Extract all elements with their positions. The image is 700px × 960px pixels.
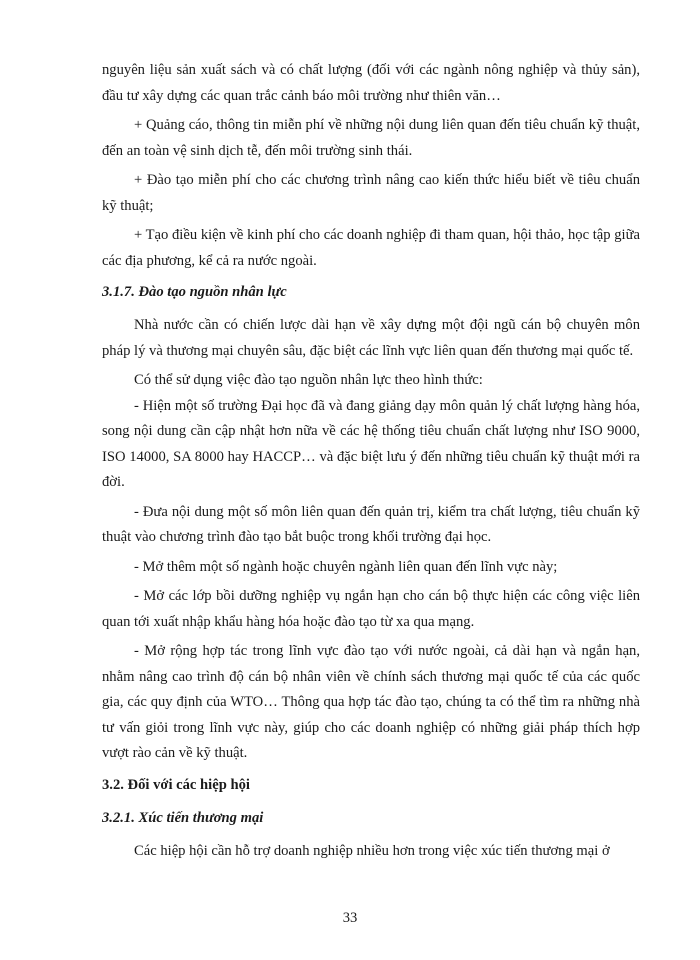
document-page bbox=[102, 58, 640, 868]
section-heading-3-2-1: 3.2.1. Xúc tiến thương mại bbox=[102, 809, 264, 826]
page-number: 33 bbox=[342, 910, 358, 926]
paragraph: Có thể sử dụng việc đào tạo nguồn nhân lực theo hình thức: bbox=[134, 372, 483, 388]
list-paragraph: - Mở rộng hợp tác trong lĩnh vực đào tạo với nước ngoài, cả dài hạn và ngắn hạn, nhằm nâng cao trình độ cán bộ nhân viên về chính sách thương mại quốc tế của các quốc gia, các quy định của WTO… Thông qua hợp tác đào tạo, chúng ta có thể tìm ra những nhà tư vấn giỏi trong lĩnh vực này, giúp cho các doanh nghiệp có những giải pháp thích hợp vượt rào cản về kỹ thuật. bbox=[102, 643, 640, 761]
bullet-paragraph: + Đào tạo miễn phí cho các chương trình nâng cao kiến thức hiểu biết về tiêu chuẩn kỹ thuật; bbox=[102, 172, 640, 214]
paragraph: Các hiệp hội cần hỗ trợ doanh nghiệp nhiều hơn trong việc xúc tiến thương mại ở bbox=[134, 842, 610, 859]
bullet-paragraph: + Tạo điều kiện về kinh phí cho các doanh nghiệp đi tham quan, hội thảo, học tập giữa các địa phương, kể cả ra nước ngoài. bbox=[102, 227, 640, 269]
bullet-paragraph: + Quảng cáo, thông tin miễn phí về những nội dung liên quan đến tiêu chuẩn kỹ thuật, đến an toàn vệ sinh dịch tễ, đến môi trường sinh thái. bbox=[102, 117, 640, 159]
list-paragraph: - Mở thêm một số ngành hoặc chuyên ngành liên quan đến lĩnh vực này; bbox=[134, 558, 558, 575]
list-paragraph: - Đưa nội dung một số môn liên quan đến quản trị, kiểm tra chất lượng, tiêu chuẩn kỹ thuật vào chương trình đào tạo bắt buộc trong khối trường đại học. bbox=[102, 503, 640, 545]
paragraph: nguyên liệu sản xuất sách và có chất lượng (đối với các ngành nông nghiệp và thủy sản), đầu tư xây dựng các quan trắc cảnh báo môi trường như thiên văn… bbox=[102, 62, 640, 104]
section-heading-3-2: 3.2. Đối với các hiệp hội bbox=[102, 776, 250, 793]
section-heading-3-1-7: 3.1.7. Đào tạo nguồn nhân lực bbox=[102, 284, 287, 300]
paragraph: Nhà nước cần có chiến lược dài hạn về xây dựng một đội ngũ cán bộ chuyên môn pháp lý và thương mại chuyên sâu, đặc biệt các lĩnh vực liên quan đến thương mại quốc tế. bbox=[102, 317, 640, 359]
list-paragraph: - Hiện một số trường Đại học đã và đang giảng dạy môn quản lý chất lượng hàng hóa, song nội dung cần cập nhật hơn nữa về các hệ thống tiêu chuẩn chất lượng như ISO 9000, ISO 14000, SA 8000 hay HACCP… và đặc biệt lưu ý đến những tiêu chuẩn kỹ thuật mới ra đời. bbox=[102, 397, 640, 490]
list-paragraph: - Mở các lớp bồi dưỡng nghiệp vụ ngắn hạn cho cán bộ thực hiện các công việc liên quan tới xuất nhập khẩu hàng hóa hoặc đào tạo từ xa qua mạng. bbox=[102, 588, 640, 630]
